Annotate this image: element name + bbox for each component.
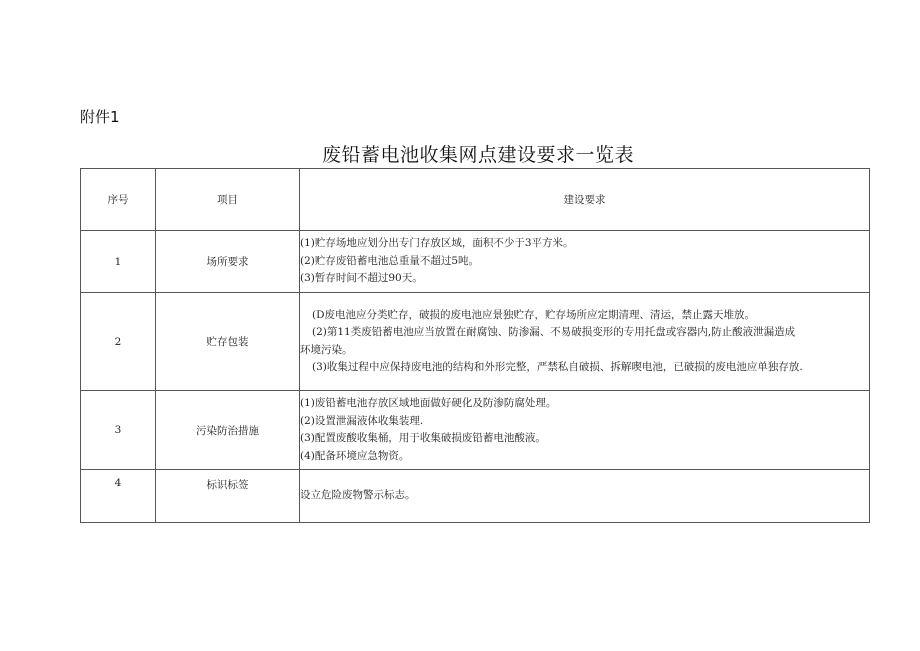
row-item: 场所要求: [156, 231, 300, 293]
row-item: 标识标签: [156, 470, 300, 523]
row-requirements: [300, 293, 870, 391]
requirement-line: (3)暂存时间不超过90天。: [300, 272, 423, 285]
requirement-line: 设立危险废物警示标志。: [300, 489, 416, 502]
table-row: [81, 293, 870, 391]
requirement-line: (D废电池应分类贮存，破损的废电池应景独贮存，贮存场所应定期清理、清运，禁止露天堆放。: [312, 308, 756, 321]
requirement-line: (2)第11类废铅蓄电池应当放置在耐腐蚀、防渗漏、不易破损变形的专用托盘或容器内,防止酸液泄漏造成: [312, 326, 796, 338]
row-requirements: [300, 231, 870, 293]
row-number: 1: [81, 231, 156, 293]
requirement-line: 环境污染。: [300, 343, 353, 356]
requirement-line: (3)配置废酸收集桶，用于收集破损废铅蓄电池酸液。: [300, 432, 546, 444]
attachment-label: 附件1: [80, 108, 120, 126]
row-requirements: [300, 391, 870, 470]
requirements-table: [80, 168, 870, 523]
requirement-line: (1)废铅蓄电池存放区域地面做好硬化及防渗防腐处理。: [300, 397, 557, 409]
requirement-line: (3)收集过程中应保持废电池的结构和外形完整，严禁私自破损、拆解喫电池，已破损的废电池应单独存放.: [312, 361, 803, 373]
header-number: 序号: [81, 169, 156, 231]
table-row: [81, 470, 870, 523]
page-title: 废铅蓄电池收集网点建设要求一览表: [321, 144, 634, 166]
row-item: 贮存包装: [156, 293, 300, 391]
requirement-line: (4)配备环境应急物资。: [300, 449, 410, 462]
row-item: 污染防治措施: [156, 391, 300, 470]
table-header-row: [81, 169, 870, 231]
row-number: 4: [81, 470, 156, 523]
requirement-line: (1)贮存场地应划分出专门存放区域，面积不少于3平方米。: [300, 237, 574, 250]
row-number: 2: [81, 293, 156, 391]
header-item: 项目: [156, 169, 300, 231]
table-row: [81, 391, 870, 470]
requirement-line: (2)设置泄漏液体收集装理.: [300, 414, 424, 427]
requirement-line: (2)贮存废铅蓄电池总重量不超过5吨。: [300, 254, 480, 267]
header-requirements: 建设要求: [300, 169, 870, 231]
row-requirements: [300, 470, 870, 523]
row-number: 3: [81, 391, 156, 470]
table-row: [81, 231, 870, 293]
